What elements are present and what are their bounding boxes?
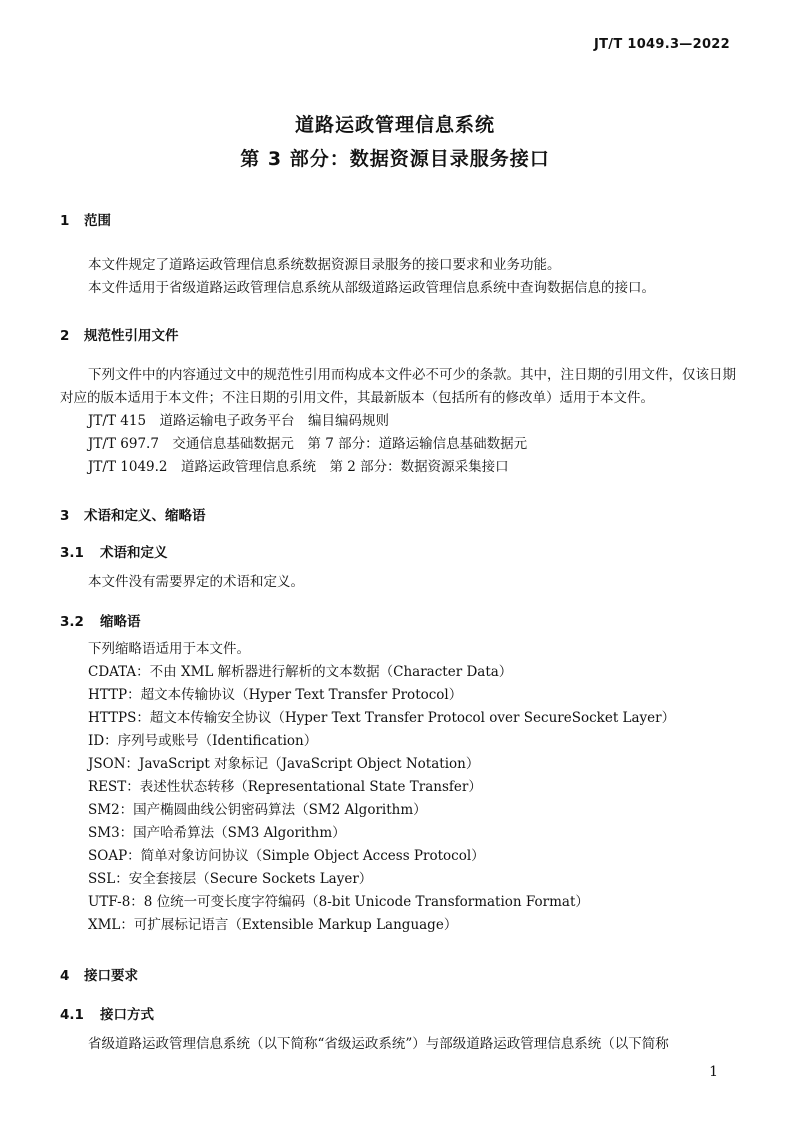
- document-title-line1: 道路运政管理信息系统: [294, 114, 495, 136]
- abbreviation-item: HTTP：超文本传输协议（Hyper Text Transfer Protocol）: [88, 687, 463, 703]
- section-number: 3.1: [60, 545, 84, 561]
- document-title-line2: 第 3 部分：数据资源目录服务接口: [240, 148, 550, 170]
- section-title: 缩略语: [100, 614, 141, 630]
- section-title: 规范性引用文件: [84, 328, 179, 344]
- section-title: 接口方式: [100, 1007, 154, 1023]
- abbreviation-item: SM3：国产哈希算法（SM3 Algorithm）: [88, 825, 346, 841]
- abbreviation-item: SOAP：简单对象访问协议（Simple Object Access Protocol）: [88, 848, 485, 864]
- section-3-heading: [60, 504, 206, 524]
- abbreviation-item: ID：序列号或账号（Identification）: [88, 733, 318, 749]
- section-number: 3: [60, 508, 70, 524]
- section-number: 4.1: [60, 1007, 84, 1023]
- section-title: 术语和定义、缩略语: [84, 508, 206, 524]
- abbreviation-item: UTF-8：8 位统一可变长度字符编码（8-bit Unicode Transformation Format）: [88, 894, 589, 910]
- section-3-1-heading: [60, 541, 168, 561]
- page-number: 1: [709, 1064, 718, 1080]
- paragraph: 下列缩略语适用于本文件。: [88, 641, 250, 657]
- section-3-2-heading: [60, 610, 141, 630]
- section-4-heading: [60, 964, 138, 984]
- abbreviation-item: REST：表述性状态转移（Representational State Transfer）: [88, 779, 482, 795]
- section-title: 术语和定义: [100, 545, 168, 561]
- abbreviation-item: HTTPS：超文本传输安全协议（Hyper Text Transfer Protocol over SecureSocket Layer）: [88, 710, 676, 726]
- section-4-1-heading: [60, 1003, 154, 1023]
- paragraph: 本文件规定了道路运政管理信息系统数据资源目录服务的接口要求和业务功能。: [88, 257, 561, 273]
- paragraph: 本文件没有需要界定的术语和定义。: [88, 574, 304, 590]
- paragraph: 省级道路运政管理信息系统（以下简称“省级运政系统”）与部级道路运政管理信息系统（以下简称: [88, 1036, 669, 1052]
- section-title: 范围: [84, 213, 111, 229]
- section-number: 4: [60, 968, 70, 984]
- section-2-heading: [60, 324, 179, 344]
- standard-code: JT/T 1049.3—2022: [594, 37, 730, 52]
- section-title: 接口要求: [84, 968, 138, 984]
- reference-item: JT/T 1049.2 道路运政管理信息系统 第 2 部分：数据资源采集接口: [88, 459, 509, 475]
- paragraph: 下列文件中的内容通过文中的规范性引用而构成本文件必不可少的条款。其中，注日期的引用文件，仅该日期对应的版本适用于本文件；不注日期的引用文件，其最新版本（包括所有的修改单）适用于本文件。: [60, 367, 736, 406]
- abbreviation-item: JSON：JavaScript 对象标记（JavaScript Object Notation）: [88, 756, 480, 772]
- abbreviation-item: XML：可扩展标记语言（Extensible Markup Language）: [88, 917, 458, 933]
- abbreviation-item: CDATA：不由 XML 解析器进行解析的文本数据（Character Data）: [88, 664, 513, 680]
- section-number: 3.2: [60, 614, 84, 630]
- section-number: 1: [60, 213, 70, 229]
- paragraph: 本文件适用于省级道路运政管理信息系统从部级道路运政管理信息系统中查询数据信息的接口。: [88, 280, 655, 296]
- reference-item: JT/T 697.7 交通信息基础数据元 第 7 部分：道路运输信息基础数据元: [88, 436, 528, 452]
- reference-item: JT/T 415 道路运输电子政务平台 编目编码规则: [88, 413, 390, 429]
- abbreviation-item: SSL：安全套接层（Secure Sockets Layer）: [88, 871, 373, 887]
- abbreviation-item: SM2：国产椭圆曲线公钥密码算法（SM2 Algorithm）: [88, 802, 427, 818]
- section-1-heading: [60, 209, 111, 229]
- section-number: 2: [60, 328, 70, 344]
